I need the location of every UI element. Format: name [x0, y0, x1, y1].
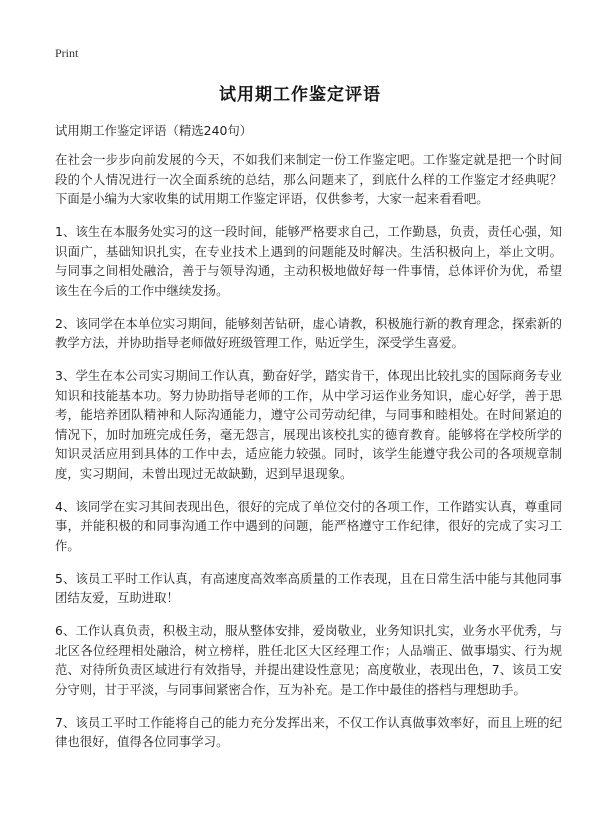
comment-paragraph-6: 6、工作认真负责，积极主动，服从整体安排，爱岗敬业，业务知识扎实，业务水平优秀，与北区各位经理相处融洽，树立榜样，胜任北区大区经理工作；人品端正、做事塌实、行为规范、对待所负责区域进行有效指导，并提出建设性意见；高度敬业，表现出色，7、该员工安分守则，甘于平淡，与同事间紧密合作，互为补充。是工作中最佳的搭档与理想助手。 [55, 623, 562, 697]
document-body [55, 150, 562, 765]
comment-paragraph-3: 3、学生在本公司实习期间工作认真，勤奋好学，踏实肯干，体现出比较扎实的国际商务专业知识和技能基本功。努力协助指导老师的工作，从中学习运作业务知识，虚心好学，善于思考，能培养团队精神和人际沟通能力，遵守公司劳动纪律，与同事和睦相处。在时间紧迫的情况下，加时加班完成任务，毫无怨言，展现出该校扎实的德育教育。能够将在学校所学的知识灵活应用到具体的工作中去，适应能力较强。同时，该学生能遵守我公司的各项规章制度，实习期间，未曾出现过无故缺勤，迟到早退现象。 [55, 368, 562, 481]
page-title: 试用期工作鉴定评语 [219, 85, 381, 105]
comment-paragraph-2: 2、该同学在本单位实习期间，能够刻苦钻研，虚心请教，积极施行新的教育理念，探索新的教学方法，并协助指导老师做好班级管理工作，贴近学生，深受学生喜爱。 [55, 315, 562, 350]
comment-paragraph-5: 5、该员工平时工作认真，有高速度高效率高质量的工作表现，且在日常生活中能与其他同事团结友爱，互助进取！ [55, 570, 562, 605]
comment-paragraph-7: 7、该员工平时工作能将自己的能力充分发挥出来，不仅工作认真做事效率好，而且上班的纪律也很好，值得各位同事学习。 [55, 714, 562, 749]
print-link[interactable]: Print [55, 46, 79, 60]
subtitle: 试用期工作鉴定评语（精选240句） [55, 123, 253, 138]
comment-paragraph-4: 4、该同学在实习其间表现出色，很好的完成了单位交付的各项工作，工作踏实认真，尊重同事，并能积极的和同事沟通工作中遇到的问题，能严格遵守工作纪律，很好的完成了实习工作。 [55, 498, 562, 553]
comment-paragraph-1: 1、该生在本服务处实习的这一段时间，能够严格要求自己，工作勤恳，负责，责任心强，知识面广，基础知识扎实，在专业技术上遇到的问题能及时解决。生活积极向上，举止文明。与同事之间相处融洽，善于与领导沟通，主动积极地做好每一件事情，总体评价为优，希望该生在今后的工作中继续发扬。 [55, 224, 562, 298]
intro-paragraph: 在社会一步步向前发展的今天，不如我们来制定一份工作鉴定吧。工作鉴定就是把一个时间段的个人情况进行一次全面系统的总结，那么问题来了，到底什么样的工作鉴定才经典呢？下面是小编为大家收集的试用期工作鉴定评语，仅供参考，大家一起来看看吧。 [55, 152, 562, 206]
